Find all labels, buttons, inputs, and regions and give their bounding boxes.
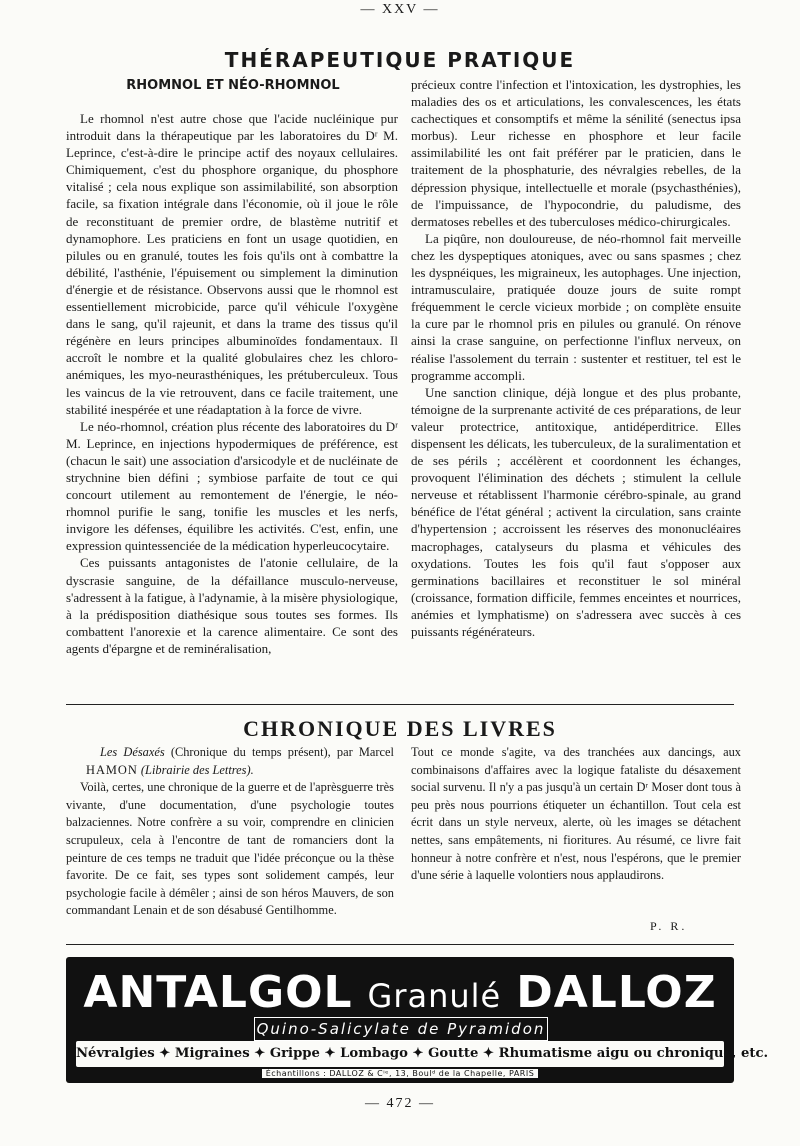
review-paragraph: Tout ce monde s'agite, va des tranchées aux dancings, aux combinaisons d'affaires avec la logique fataliste du désaxement social survenu. Il n'y a pas jusqu'à un certain Dʳ Moser dont tous à peu près nous pourrions étiqueter un échantillon. Tout cela est écrit dans un style nerveux, alerte, où les images se détachent nettes, sans empâtements, ni fioritures. Au résumé, ce livre fait honneur à notre confrère et n'est, nous l'espérons, que le premier d'une série à laquelle volontiers nous applaudirons. bbox=[411, 745, 741, 883]
article-column-right bbox=[411, 76, 741, 640]
antalgol-advertisement bbox=[66, 957, 769, 1083]
article-column-left bbox=[66, 110, 398, 657]
article-paragraph: précieux contre l'infection et l'intoxication, les dystrophies, les maladies des os et articulations, les convalescences, les états cachectiques et consomptifs et même la sénilité (senectus ipsa morbus). Leur richesse en phosphore et leur facile assimilabilité les ont fait préférer par le praticien, dans le traitement de la phosphaturie, des névralgies rebelles, de la dépression physique, intellectuelle et morale (psychasthénies), de l'impuissance, de l'hypocondrie, du paludisme, des dermatoses rebelles et des tuberculoses médico-chirurgicales. bbox=[411, 77, 741, 229]
article-paragraph: Le rhomnol n'est autre chose que l'acide nucléinique pur introduit dans la thérapeutique par les laboratoires du Dʳ M. Leprince, c'est-à-dire le principe actif des noyaux cellulaires. Chimiquement, c'est du phosphore organique, du phosphore vitalisé ; cela nous explique son assimilabilité, son absorption facile, sa fixation intégrale dans l'économie, où il joue le rôle de reconstituant de premier ordre, de blastème nutritif et dynamophore. Les praticiens en font un usage quotidien, en pilules ou en granulé, toutes les fois qu'ils ont à combattre la débilité, l'asthénie, l'épuisement ou simplement la diminution d'énergie et de résistance. Observons aussi que le rhomnol est essentiellement microbicide, parce qu'il véhicule l'oxygène dans le sang, qu'il rajeunit, et dans la trame des tissus qu'il régénère en leurs principes albuminoïdes fondamentaux. Il accroît le nombre et la qualité globulaires chez les chloro-anémiques, les myo-neurasthéniques, les prétuberculeux. Tous les vaincus de la vie retrouvent, dans ce facile traitement, une stabilité inespérée et une réadaptation à la force de vivre. bbox=[66, 111, 398, 417]
review-column-left bbox=[66, 744, 394, 920]
section-divider bbox=[66, 704, 734, 705]
chronique-title: CHRONIQUE DES LIVRES bbox=[243, 716, 557, 741]
advert-form: Granulé bbox=[367, 977, 502, 1015]
book-intro: (Chronique du temps présent), par Marcel bbox=[164, 745, 394, 759]
roman-page-number: — XXV — bbox=[360, 2, 440, 17]
book-title: Les Désaxés bbox=[100, 745, 165, 759]
section-title: THÉRAPEUTIQUE PRATIQUE bbox=[224, 48, 576, 72]
review-paragraph: Voilà, certes, une chronique de la guerre et de l'aprèsguerre très vivante, d'une documentation, d'une psychologie toutes balzaciennes. Notre confrère a su voir, comprendre en clinicien scrupuleux, cela à l'encontre de tant de romanciers dont la peinture de ces temps ne traduit que l'idée préconçue ou la thèse favorite. De ce fait, ses types sont solidement campés, leur psychologie facile à démêler ; ainsi de son héros Mauvers, de son commandant Lenain et de son désabusé Gentilhomme. bbox=[66, 780, 394, 918]
article-paragraph: La piqûre, non douloureuse, de néo-rhomnol fait merveille chez les dyspeptiques atoniques, avec ou sans spasmes ; chez les dyspnéiques, les migraineux, les autophages. Une injection, intramusculaire, pratiquée douze jours de suite rompt fréquemment le cercle vicieux morbide ; on complète ensuite la cure par le rhomnol pris en pilules ou granulé. On rénove ainsi la crase sanguine, on perfectionne l'influx nerveux, on réalise l'assolement du terrain : sustenter et restituer, tel est le programme accompli. bbox=[411, 230, 741, 383]
book-author: HAMON bbox=[86, 762, 138, 777]
article-paragraph: Une sanction clinique, déjà longue et des plus probante, témoigne de la surprenante activité de ces préparations, de leur valeur protectrice, antitoxique, antidéperditrice. Elles dispensent les délicats, les tuberculeux, de la suralimentation et de ses périls ; accélèrent et coordonnent les échanges, provoquent l'élimination des déchets ; stimulent la cellule nerveuse et rétablissent l'harmonie cérébro-spinale, au grand bénéfice de l'état général ; activent la circulation, sans crainte d'hypertension ; accroissent les réserves des mononucléaires macrophages, catalyseurs du plasma et véhicules des oxydations. Toutes les fois qu'il faut s'opposer aux germinations bacillaires et reconstituer le sol minéral (croissance, formation difficile, femmes enceintes et nourrices, anémies et lymphatisme) on s'adressera avec succès à ces puissants régénérateurs. bbox=[411, 384, 741, 639]
article-subtitle: RHOMNOL ET NÉO-RHOMNOL bbox=[126, 78, 340, 93]
article-paragraph: Le néo-rhomnol, création plus récente des laboratoires du Dʳ M. Leprince, en injections hypodermiques de préférence, est (chacun le sait) une association d'arsicodyle et de nucléinate de strychnine bien défini ; symbiose parfaite de tout ce qui concourt utilement au remontement de l'énergie, le néo-rhomnol purifie le sang, tonifie les muscles et les nerfs, invigore les défenses, équilibre les activités. C'est, enfin, une expression quintessenciée de la médication hyperleucocytaire. bbox=[66, 418, 398, 554]
review-signature: P. R. bbox=[650, 919, 688, 933]
advert-indications: Névralgies ✦ Migraines ✦ Grippe ✦ Lombago ✦ Goutte ✦ Rhumatisme aigu ou chronique, etc. bbox=[76, 1041, 724, 1067]
page-number: — 472 — bbox=[365, 1096, 435, 1111]
advert-brand: ANTALGOL bbox=[83, 967, 353, 1018]
advert-maker: DALLOZ bbox=[516, 967, 717, 1018]
article-paragraph: Ces puissants antagonistes de l'atonie cellulaire, de la dyscrasie sanguine, de la défaillance musculo-nerveuse, s'adressent à la fatigue, à l'adynamie, à la misère physiologique, à la prédisposition diathésique sous toutes ses formes. Ils combattent l'anorexie et la carence alimentaire. Ce sont des agents d'épargne et de reminéralisation, bbox=[66, 555, 398, 656]
book-reference bbox=[66, 744, 394, 779]
advert-divider bbox=[66, 944, 734, 945]
advert-samples-address: Échantillons : DALLOZ & Cⁱᵉ, 13, Boulᵈ de la Chapelle, PARIS bbox=[66, 1069, 734, 1078]
review-column-right bbox=[411, 744, 741, 885]
book-publisher: (Librairie des Lettres). bbox=[140, 762, 254, 777]
advert-subtitle: Quino-Salicylate de Pyramidon bbox=[254, 1017, 548, 1041]
